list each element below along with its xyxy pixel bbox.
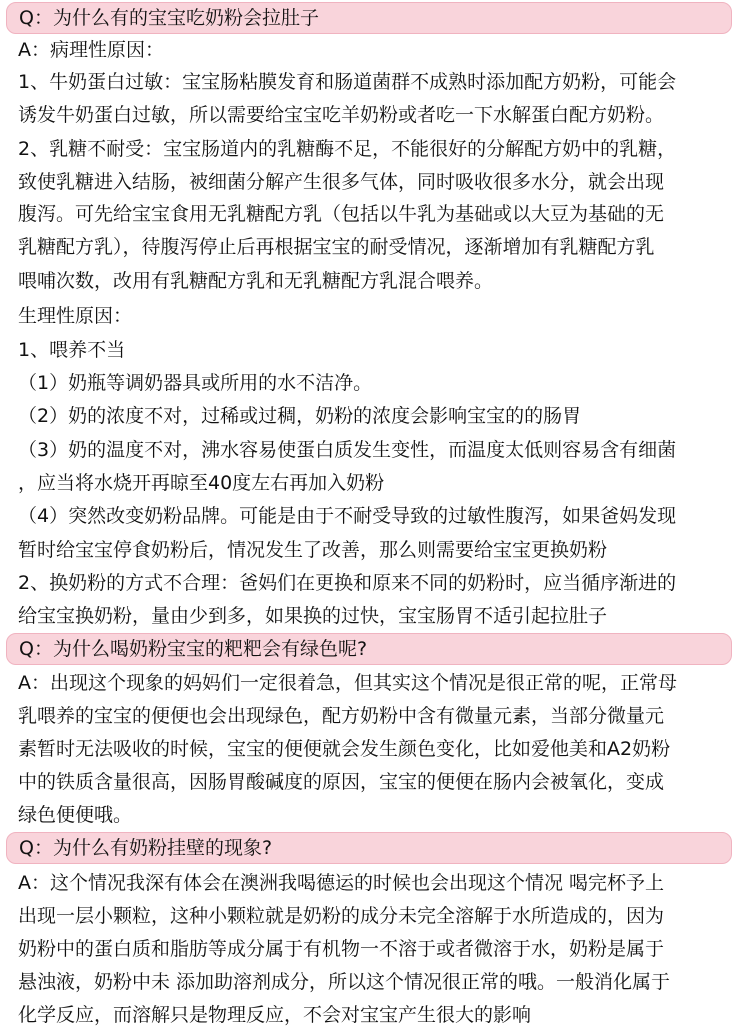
text-line: 2、乳糖不耐受：宝宝肠道内的乳糖酶不足，不能很好的分解配方奶中的乳糖， xyxy=(18,138,677,160)
text-line: A：这个情况我深有体会在澳洲我喝德运的时候也会出现这个情况 喝完杯予上 xyxy=(18,872,665,894)
text-line: 悬浊液，奶粉中未 添加助溶剂成分，所以这个情况很正常的哦。一般消化属于 xyxy=(18,971,671,993)
text-line: 奶粉中的蛋白质和脂肪等成分属于有机物一不溶于或者微溶于水，奶粉是属于 xyxy=(18,938,665,960)
text-line: 生理性原因： xyxy=(18,305,133,327)
text-line: ，应当将水烧开再晾至40度左右再加入奶粉 xyxy=(18,472,385,494)
text-line: 乳喂养的宝宝的便便也会出现绿色，配方奶粉中含有微量元素，当部分微量元 xyxy=(18,705,665,727)
text-line: （2）奶的浓度不对，过稀或过稠，奶粉的浓度会影响宝宝的的肠胃 xyxy=(18,405,582,427)
text-line: 致使乳糖进入结肠，被细菌分解产生很多气体，同时吸收很多水分，就会出现 xyxy=(18,171,665,193)
text-line: 绿色便便哦。 xyxy=(18,804,133,826)
question-text: Q：为什么有的宝宝吃奶粉会拉肚子 xyxy=(19,7,319,29)
text-line: 素暂时无法吸收的时候，宝宝的便便就会发生颜色变化，比如爱他美和A2奶粉 xyxy=(18,738,671,760)
text-line: 出现一层小颗粒，这种小颗粒就是奶粉的成分未完全溶解于水所造成的，因为 xyxy=(18,905,665,927)
text-line: 给宝宝换奶粉，量由少到多，如果换的过快，宝宝肠胃不适引起拉肚子 xyxy=(18,605,608,627)
text-line: （4）突然改变奶粉品牌。可能是由于不耐受导致的过敏性腹泻，如果爸妈发现 xyxy=(18,505,677,527)
text-line: A：出现这个现象的妈妈们一定很着急，但其实这个情况是很正常的呢，正常母 xyxy=(18,672,677,694)
question-bar xyxy=(6,2,732,34)
question-text: Q：为什么有奶粉挂壁的现象? xyxy=(19,837,273,859)
text-line: 2、换奶粉的方式不合理：爸妈们在更换和原来不同的奶粉时，应当循序渐进的 xyxy=(18,572,677,594)
text-line: A：病理性原因： xyxy=(18,39,164,61)
text-line: 1、牛奶蛋白过敏：宝宝肠粘膜发育和肠道菌群不成熟时添加配方奶粉，可能会 xyxy=(18,71,677,93)
text-line: （1）奶瓶等调奶器具或所用的水不洁净。 xyxy=(18,372,373,394)
text-line: 乳糖配方乳），待腹泻停止后再根据宝宝的耐受情况，逐渐增加有乳糖配方乳 xyxy=(18,236,655,258)
text-line: 化学反应，而溶解只是物理反应，不会对宝宝产生很大的影响 xyxy=(18,1004,532,1026)
text-line: 1、喂养不当 xyxy=(18,339,126,361)
text-line: 暂时给宝宝停食奶粉后，情况发生了改善，那么则需要给宝宝更换奶粉 xyxy=(18,539,608,561)
text-line: 腹泻。可先给宝宝食用无乳糖配方乳（包括以牛乳为基础或以大豆为基础的无 xyxy=(18,203,665,225)
question-text: Q：为什么喝奶粉宝宝的粑粑会有绿色呢? xyxy=(19,638,368,660)
text-line: 喂哺次数，改用有乳糖配方乳和无乳糖配方乳混合喂养。 xyxy=(18,270,494,292)
text-line: 中的铁质含量很高，因肠胃酸碱度的原因，宝宝的便便在肠内会被氧化，变成 xyxy=(18,771,665,793)
question-bar xyxy=(6,633,732,665)
text-line: （3）奶的温度不对，沸水容易使蛋白质发生变性，而温度太低则容易含有细菌 xyxy=(18,439,677,461)
text-line: 诱发牛奶蛋白过敏，所以需要给宝宝吃羊奶粉或者吃一下水解蛋白配方奶粉。 xyxy=(18,104,665,126)
question-bar xyxy=(6,832,732,864)
